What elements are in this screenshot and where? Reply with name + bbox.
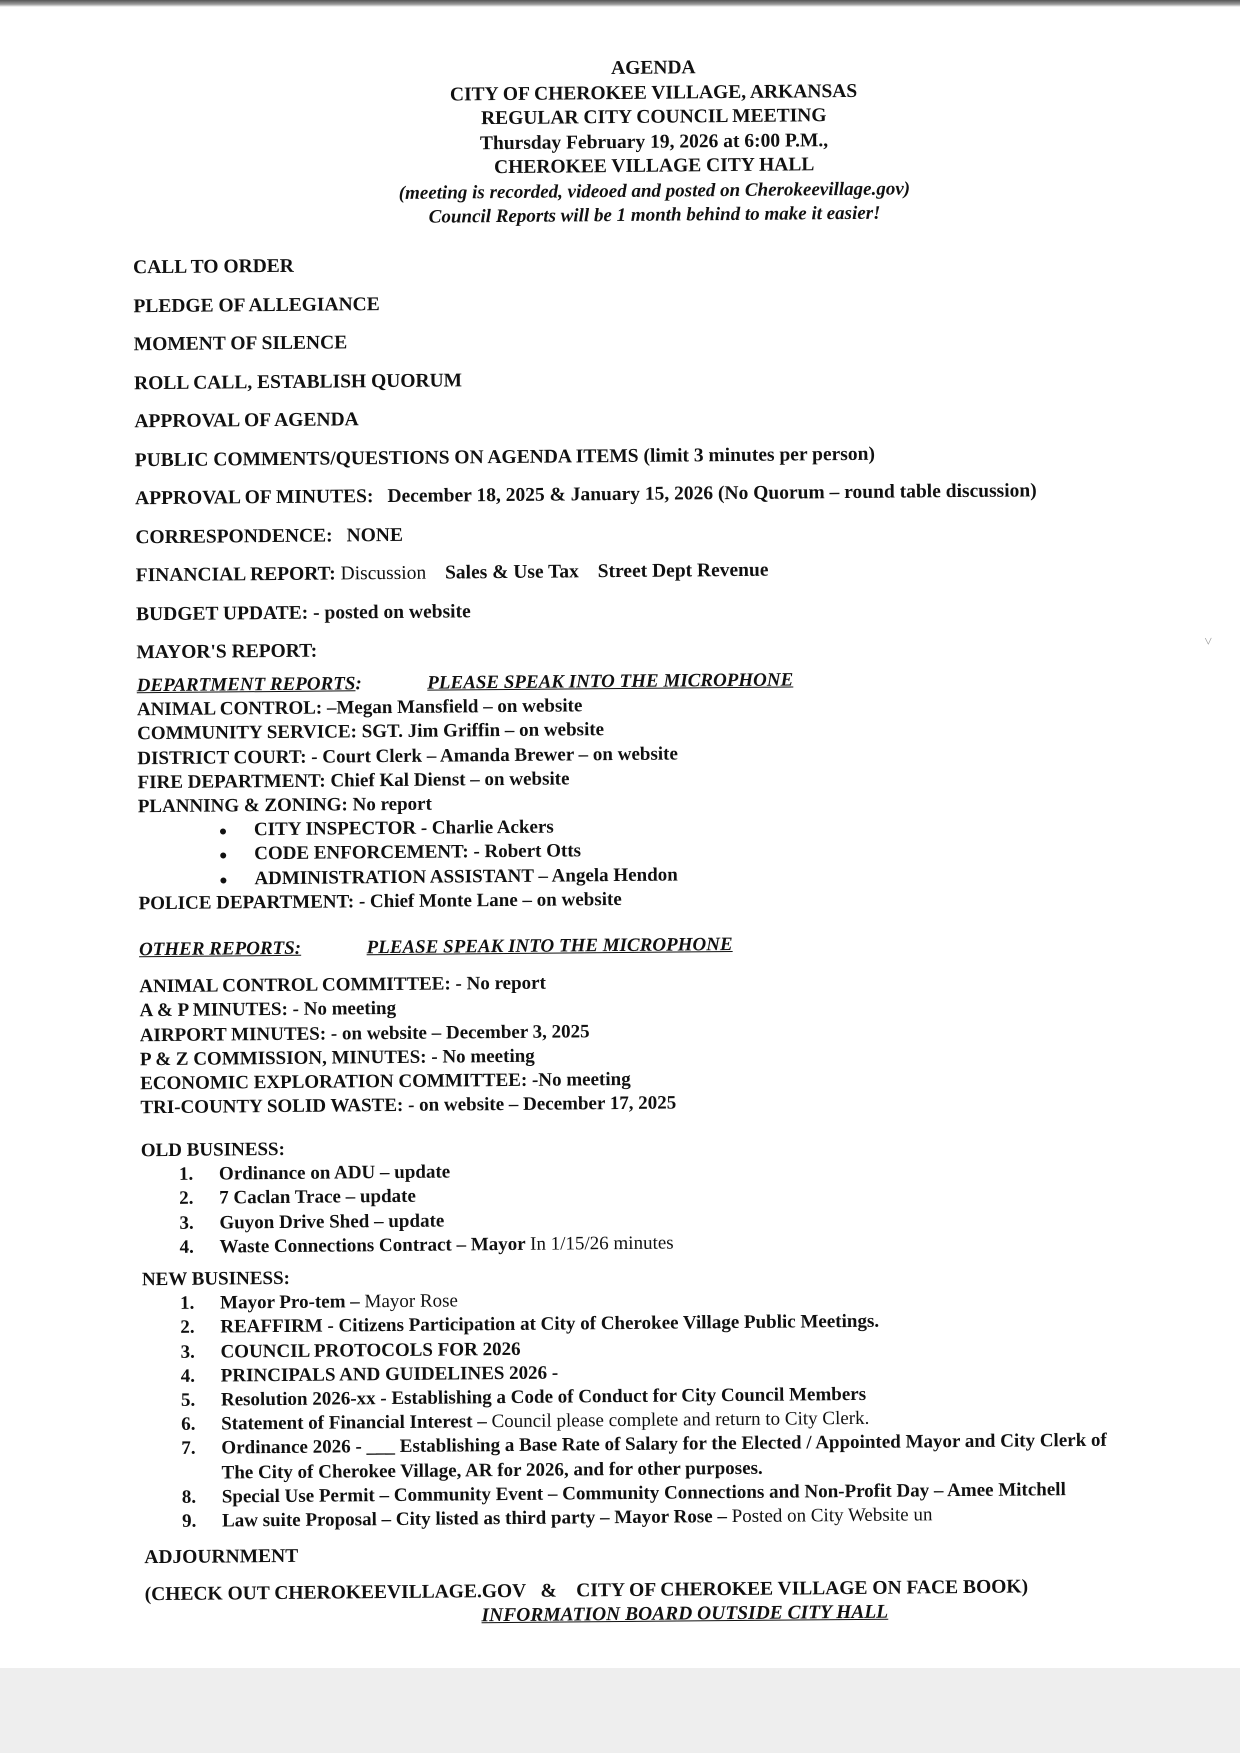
financial-discussion: Discussion bbox=[340, 562, 427, 585]
community-service-report: COMMUNITY SERVICE: SGT. Jim Griffin – on website bbox=[137, 719, 605, 745]
item-number: 4. bbox=[179, 1236, 194, 1258]
item-note: Mayor Rose bbox=[364, 1290, 458, 1313]
adjournment: ADJOURNMENT bbox=[144, 1545, 299, 1569]
city-inspector: CITY INSPECTOR - Charlie Ackers bbox=[253, 816, 554, 841]
department-reports-section bbox=[137, 665, 1219, 916]
economic-exploration-committee: ECONOMIC EXPLORATION COMMITTEE: -No meeting bbox=[140, 1068, 631, 1095]
item-number: 2. bbox=[179, 1188, 194, 1210]
mayors-report: MAYOR'S REPORT: bbox=[136, 640, 318, 664]
scan-mark: ˅ bbox=[1204, 634, 1213, 650]
item-text: 7 Caclan Trace – update bbox=[219, 1186, 416, 1209]
item-note: Council please complete and return to City Clerk. bbox=[491, 1407, 870, 1433]
item-number: 3. bbox=[179, 1212, 194, 1234]
approval-minutes-label: APPROVAL OF MINUTES: bbox=[134, 486, 374, 510]
financial-report bbox=[136, 555, 1216, 588]
approval-of-minutes bbox=[135, 478, 1215, 511]
animal-control-report: ANIMAL CONTROL: –Megan Mansfield – on website bbox=[136, 695, 583, 721]
old-business-heading: OLD BUSINESS: bbox=[140, 1138, 286, 1162]
new-business-heading: NEW BUSINESS: bbox=[141, 1267, 291, 1291]
code-enforcement: CODE ENFORCEMENT: - Robert Otts bbox=[254, 840, 582, 865]
item-text: Law suite Proposal – City listed as third party – Mayor Rose – bbox=[221, 1505, 727, 1532]
tri-county-solid-waste: TRI-COUNTY SOLID WASTE: - on website – December 17, 2025 bbox=[140, 1092, 677, 1119]
item-note: In 1/15/26 minutes bbox=[530, 1232, 674, 1255]
other-reports-heading-line bbox=[139, 929, 1219, 963]
approval-minutes-value: December 18, 2025 & January 15, 2026 (No Quorum – round table discussion) bbox=[387, 480, 1037, 508]
planning-zoning-report: PLANNING & ZONING: No report bbox=[137, 793, 432, 818]
budget-update: BUDGET UPDATE: - posted on website bbox=[136, 600, 471, 625]
airport-minutes: AIRPORT MINUTES: - on website – December 3, 2025 bbox=[139, 1020, 590, 1046]
item-text: Ordinance on ADU – update bbox=[218, 1161, 451, 1185]
item-text: Mayor Pro-tem – bbox=[220, 1291, 360, 1314]
header-reports-note: Council Reports will be 1 month behind to make it easier! bbox=[428, 202, 881, 228]
scan-bottom-edge bbox=[0, 1668, 1240, 1753]
animal-control-committee: ANIMAL CONTROL COMMITTEE: - No report bbox=[139, 972, 546, 998]
item-number: 1. bbox=[178, 1163, 194, 1186]
financial-label: FINANCIAL REPORT: bbox=[135, 563, 336, 587]
header-location: CHEROKEE VILLAGE CITY HALL bbox=[494, 154, 815, 179]
item-text: Statement of Financial Interest – bbox=[221, 1411, 487, 1435]
district-court-report: DISTRICT COURT: - Court Clerk – Amanda Brewer – on website bbox=[137, 743, 678, 769]
call-to-order: CALL TO ORDER bbox=[132, 255, 294, 279]
item-number: 9. bbox=[181, 1510, 197, 1532]
item-text: Ordinance 2026 - ___ Establishing a Base Rate of Salary for the Elected / Appointed Mayor and City Clerk of bbox=[221, 1430, 1107, 1459]
item-number: 5. bbox=[180, 1389, 196, 1411]
information-board: INFORMATION BOARD OUTSIDE CITY HALL bbox=[481, 1601, 889, 1627]
department-reports-heading: DEPARTMENT REPORTS bbox=[136, 673, 356, 697]
item-text: PRINCIPALS AND GUIDELINES 2026 - bbox=[220, 1362, 559, 1387]
agenda-items bbox=[132, 247, 1217, 1627]
roll-call: ROLL CALL, ESTABLISH QUORUM bbox=[133, 369, 463, 394]
item-number: 6. bbox=[181, 1413, 196, 1435]
other-reports-section bbox=[139, 929, 1221, 1121]
item-text: Special Use Permit – Community Event – Community Connections and Non-Profit Day – Amee Mitchell bbox=[221, 1478, 1066, 1508]
item-7-continuation: The City of Cherokee Village, AR for 2026, and for other purposes. bbox=[221, 1457, 763, 1484]
item-text: Resolution 2026-xx - Establishing a Code of Conduct for City Council Members bbox=[220, 1383, 867, 1411]
item-number: 2. bbox=[180, 1317, 195, 1339]
department-reports-colon: : bbox=[355, 673, 362, 695]
administration-assistant: ADMINISTRATION ASSISTANT – Angela Hendon bbox=[254, 863, 678, 889]
financial-street-revenue: Street Dept Revenue bbox=[597, 559, 769, 583]
item-number: 7. bbox=[181, 1438, 196, 1460]
item-text: Guyon Drive Shed – update bbox=[219, 1210, 445, 1234]
header-date: Thursday February 19, 2026 at 6:00 P.M., bbox=[479, 129, 829, 154]
item-text: Waste Connections Contract – Mayor bbox=[219, 1233, 526, 1258]
old-business-section bbox=[141, 1130, 1222, 1260]
ap-minutes: A & P MINUTES: - No meeting bbox=[139, 998, 397, 1022]
item-number: 8. bbox=[181, 1486, 197, 1508]
department-microphone-notice: PLEASE SPEAK INTO THE MICROPHONE bbox=[427, 669, 794, 694]
financial-sales-tax: Sales & Use Tax bbox=[444, 561, 579, 584]
footer-section bbox=[144, 1537, 1224, 1627]
police-department-report: POLICE DEPARTMENT: - Chief Monte Lane – on website bbox=[138, 888, 622, 914]
check-out-website: (CHECK OUT CHEROKEEVILLAGE.GOV & CITY OF CHEROKEE VILLAGE ON FACE BOOK) bbox=[144, 1576, 1029, 1606]
item-number: 3. bbox=[180, 1341, 195, 1363]
header-meeting-type: REGULAR CITY COUNCIL MEETING bbox=[480, 105, 827, 130]
agenda-header bbox=[333, 54, 974, 231]
header-city: CITY OF CHEROKEE VILLAGE, ARKANSAS bbox=[449, 80, 858, 105]
approval-of-agenda: APPROVAL OF AGENDA bbox=[134, 409, 359, 433]
item-text: REAFFIRM - Citizens Participation at City of Cherokee Village Public Meetings. bbox=[220, 1311, 880, 1338]
new-business-section bbox=[142, 1259, 1224, 1534]
pledge-of-allegiance: PLEDGE OF ALLEGIANCE bbox=[133, 293, 380, 317]
correspondence bbox=[135, 516, 1215, 549]
other-microphone-notice: PLEASE SPEAK INTO THE MICROPHONE bbox=[366, 934, 733, 959]
header-title: AGENDA bbox=[610, 57, 696, 80]
item-number: 4. bbox=[180, 1365, 196, 1387]
correspondence-label: CORRESPONDENCE: bbox=[135, 524, 333, 548]
moment-of-silence: MOMENT OF SILENCE bbox=[133, 332, 348, 356]
bullet-dot bbox=[220, 877, 226, 883]
item-text: COUNCIL PROTOCOLS FOR 2026 bbox=[220, 1338, 521, 1363]
item-note: Posted on City Website un bbox=[731, 1504, 933, 1527]
correspondence-value: NONE bbox=[346, 524, 404, 546]
header-recording-note: (meeting is recorded, videoed and posted on Cherokeevillage.gov) bbox=[398, 177, 911, 204]
fire-department-report: FIRE DEPARTMENT: Chief Kal Dienst – on website bbox=[137, 768, 570, 793]
other-reports-heading: OTHER REPORTS: bbox=[138, 937, 302, 961]
item-number: 1. bbox=[180, 1292, 195, 1315]
public-comments: PUBLIC COMMENTS/QUESTIONS ON AGENDA ITEMS (limit 3 minutes per person) bbox=[134, 443, 875, 471]
pz-commission-minutes: P & Z COMMISSION, MINUTES: - No meeting bbox=[139, 1045, 535, 1070]
